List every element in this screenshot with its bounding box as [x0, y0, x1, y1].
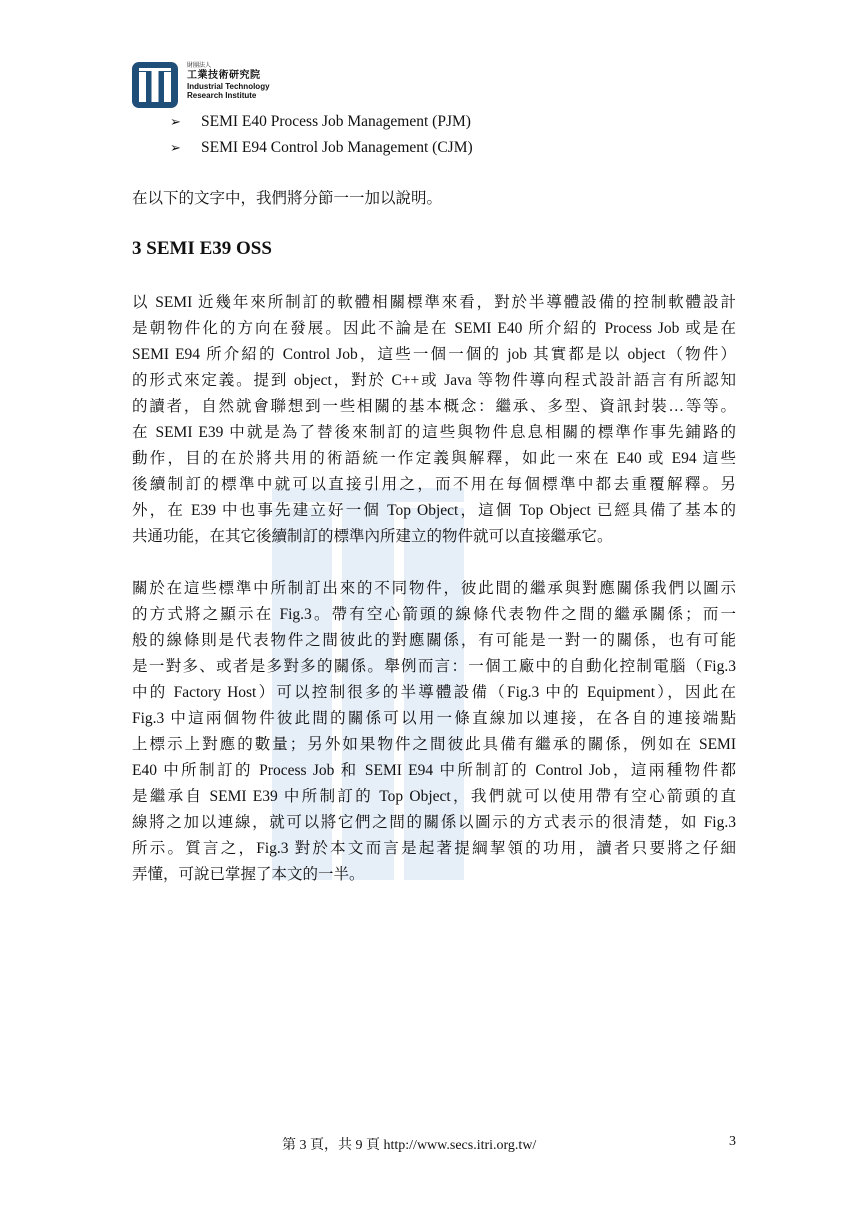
footer-page-number: 3 [729, 1134, 736, 1149]
text-line: Fig.3 中這兩個物件彼此間的關係可以用一條直線加以連接，在各自的連接端點 [132, 710, 736, 727]
logo-name-english-1: Industrial Technology [187, 82, 270, 91]
text-line: 是繼承自 SEMI E39 中所制訂的 Top Object，我們就可以使用帶有空心箭頭的直 [132, 788, 736, 805]
text-line: SEMI E94 所介紹的 Control Job，這些一個一個的 job 其實都是以 object（物件） [132, 346, 736, 363]
text-line: 中的 Factory Host）可以控制很多的半導體設備（Fig.3 中的 Equipment），因此在 [132, 684, 736, 701]
footer-page-info: 第 3 頁，共 9 頁 http://www.secs.itri.org.tw/ [282, 1138, 537, 1153]
paragraph-1 [132, 290, 736, 550]
text-line: 上標示上對應的數量；另外如果物件之間彼此具備有繼承的關係，例如在 SEMI [132, 736, 736, 753]
text-line: 的方式將之顯示在 Fig.3。帶有空心箭頭的線條代表物件之間的繼承關係；而一 [132, 606, 736, 623]
list-item-text: SEMI E94 Control Job Management (CJM) [201, 139, 473, 156]
text-line: 外，在 E39 中也事先建立好一個 Top Object，這個 Top Object 已經具備了基本的 [132, 502, 736, 519]
itri-logo [132, 62, 282, 108]
text-line: 在 SEMI E39 中就是為了替後來制訂的這些與物件息息相關的標準作事先鋪路的 [132, 424, 736, 441]
text-line: 共通功能，在其它後續制訂的標準內所建立的物件就可以直接繼承它。 [132, 528, 613, 545]
text-line: 動作，目的在於將共用的術語統一作定義與解釋，如此一來在 E40 或 E94 這些 [132, 450, 736, 467]
logo-name-english-2: Research Institute [187, 91, 257, 100]
text-line: 以 SEMI 近幾年來所制訂的軟體相關標準來看，對於半導體設備的控制軟體設計 [132, 294, 736, 311]
standards-list [170, 109, 473, 161]
text-line: 是一對多、或者是多對多的關係。舉例而言：一個工廠中的自動化控制電腦（Fig.3 [132, 658, 736, 675]
text-line: E40 中所制訂的 Process Job 和 SEMI E94 中所制訂的 Control Job，這兩種物件都 [132, 762, 736, 779]
list-item [170, 135, 473, 161]
intro-sentence: 在以下的文字中，我們將分節一一加以說明。 [132, 190, 443, 207]
arrow-bullet-icon: ➢ [170, 115, 181, 130]
text-line: 的讀者，自然就會聯想到一些相關的基本概念：繼承、多型、資訊封裝…等等。 [132, 398, 736, 415]
section-heading: 3 SEMI E39 OSS [132, 238, 272, 259]
list-item-text: SEMI E40 Process Job Management (PJM) [201, 113, 471, 130]
itri-logo-mark-icon [132, 62, 178, 108]
text-line: 所示。質言之，Fig.3 對於本文而言是起著提綱挈領的功用，讀者只要將之仔細 [132, 840, 736, 857]
text-line: 線將之加以連線，就可以將它們之間的關係以圖示的方式表示的很清楚，如 Fig.3 [132, 814, 736, 831]
list-item [170, 109, 473, 135]
text-line: 後續制訂的標準中就可以直接引用之，而不用在每個標準中都去重覆解釋。另 [132, 476, 736, 493]
text-line: 關於在這些標準中所制訂出來的不同物件，彼此間的繼承與對應關係我們以圖示 [132, 580, 736, 597]
logo-name-chinese: 工業技術研究院 [187, 70, 261, 81]
text-line: 是朝物件化的方向在發展。因此不論是在 SEMI E40 所介紹的 Process Job 或是在 [132, 320, 736, 337]
text-line: 弄懂，可說已掌握了本文的一半。 [132, 866, 365, 883]
text-line: 般的線條則是代表物件之間彼此的對應關係，有可能是一對一的關係，也有可能 [132, 632, 736, 649]
logo-foundation-label: 財團法人 [187, 62, 212, 69]
text-line: 的形式來定義。提到 object，對於 C++或 Java 等物件導向程式設計語言有所認知 [132, 372, 736, 389]
paragraph-2 [132, 576, 736, 888]
arrow-bullet-icon: ➢ [170, 141, 181, 156]
logo-text [187, 62, 287, 100]
